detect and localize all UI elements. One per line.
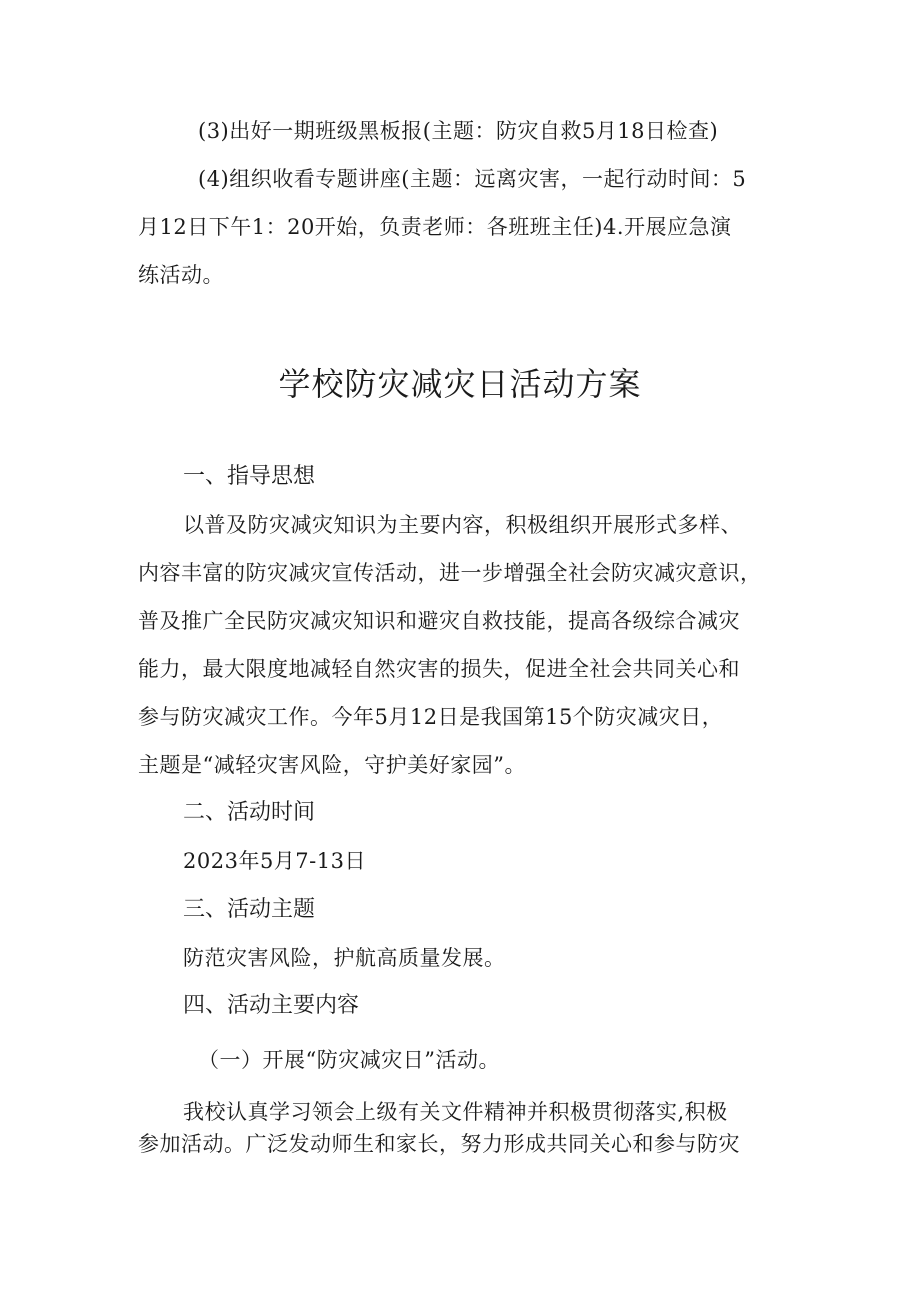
- list-item-4-line-1: (4)组织收看专题讲座(主题：远离灾害，一起行动时间：5: [198, 167, 747, 191]
- document-title: 学校防灾减灾日活动方案: [278, 365, 642, 403]
- section-1-line: 参与防灾减灾工作。今年5月12日是我国第15个防灾减灾日，: [138, 705, 724, 729]
- section-1-line: 内容丰富的防灾减灾宣传活动，进一步增强全社会防灾减灾意识，: [138, 561, 762, 585]
- section-3-heading: 三、活动主题: [183, 897, 316, 922]
- list-item-4-line-2: 月12日下午1：20开始，负责老师：各班班主任)4.开展应急演: [138, 215, 732, 239]
- list-item-3: (3)出好一期班级黑板报(主题：防灾自救5月18日检查): [198, 119, 719, 143]
- section-1-line: 能力，最大限度地减轻自然灾害的损失，促进全社会共同关心和: [138, 657, 740, 681]
- section-4-heading: 四、活动主要内容: [183, 993, 360, 1018]
- section-4-line: 我校认真学习领会上级有关文件精神并积极贯彻落实,积极: [183, 1100, 728, 1124]
- section-1-line: 主题是“减轻灾害风险，守护美好家园”。: [138, 753, 526, 777]
- section-4-subheading: （一）开展“防灾减灾日”活动。: [198, 1048, 500, 1072]
- section-1-line: 以普及防灾减灾知识为主要内容，积极组织开展形式多样、: [183, 513, 742, 537]
- section-4-line: 参加活动。广泛发动师生和家长，努力形成共同关心和参与防灾: [138, 1132, 740, 1156]
- section-3-text: 防范灾害风险，护航高质量发展。: [183, 946, 506, 970]
- section-1-line: 普及推广全民防灾减灾知识和避灾自救技能，提高各级综合减灾: [138, 609, 740, 633]
- section-2-heading: 二、活动时间: [183, 800, 316, 825]
- section-2-text: 2023年5月7-13日: [183, 849, 366, 873]
- section-1-heading: 一、指导思想: [183, 464, 316, 489]
- list-item-4-line-3: 练活动。: [138, 263, 224, 287]
